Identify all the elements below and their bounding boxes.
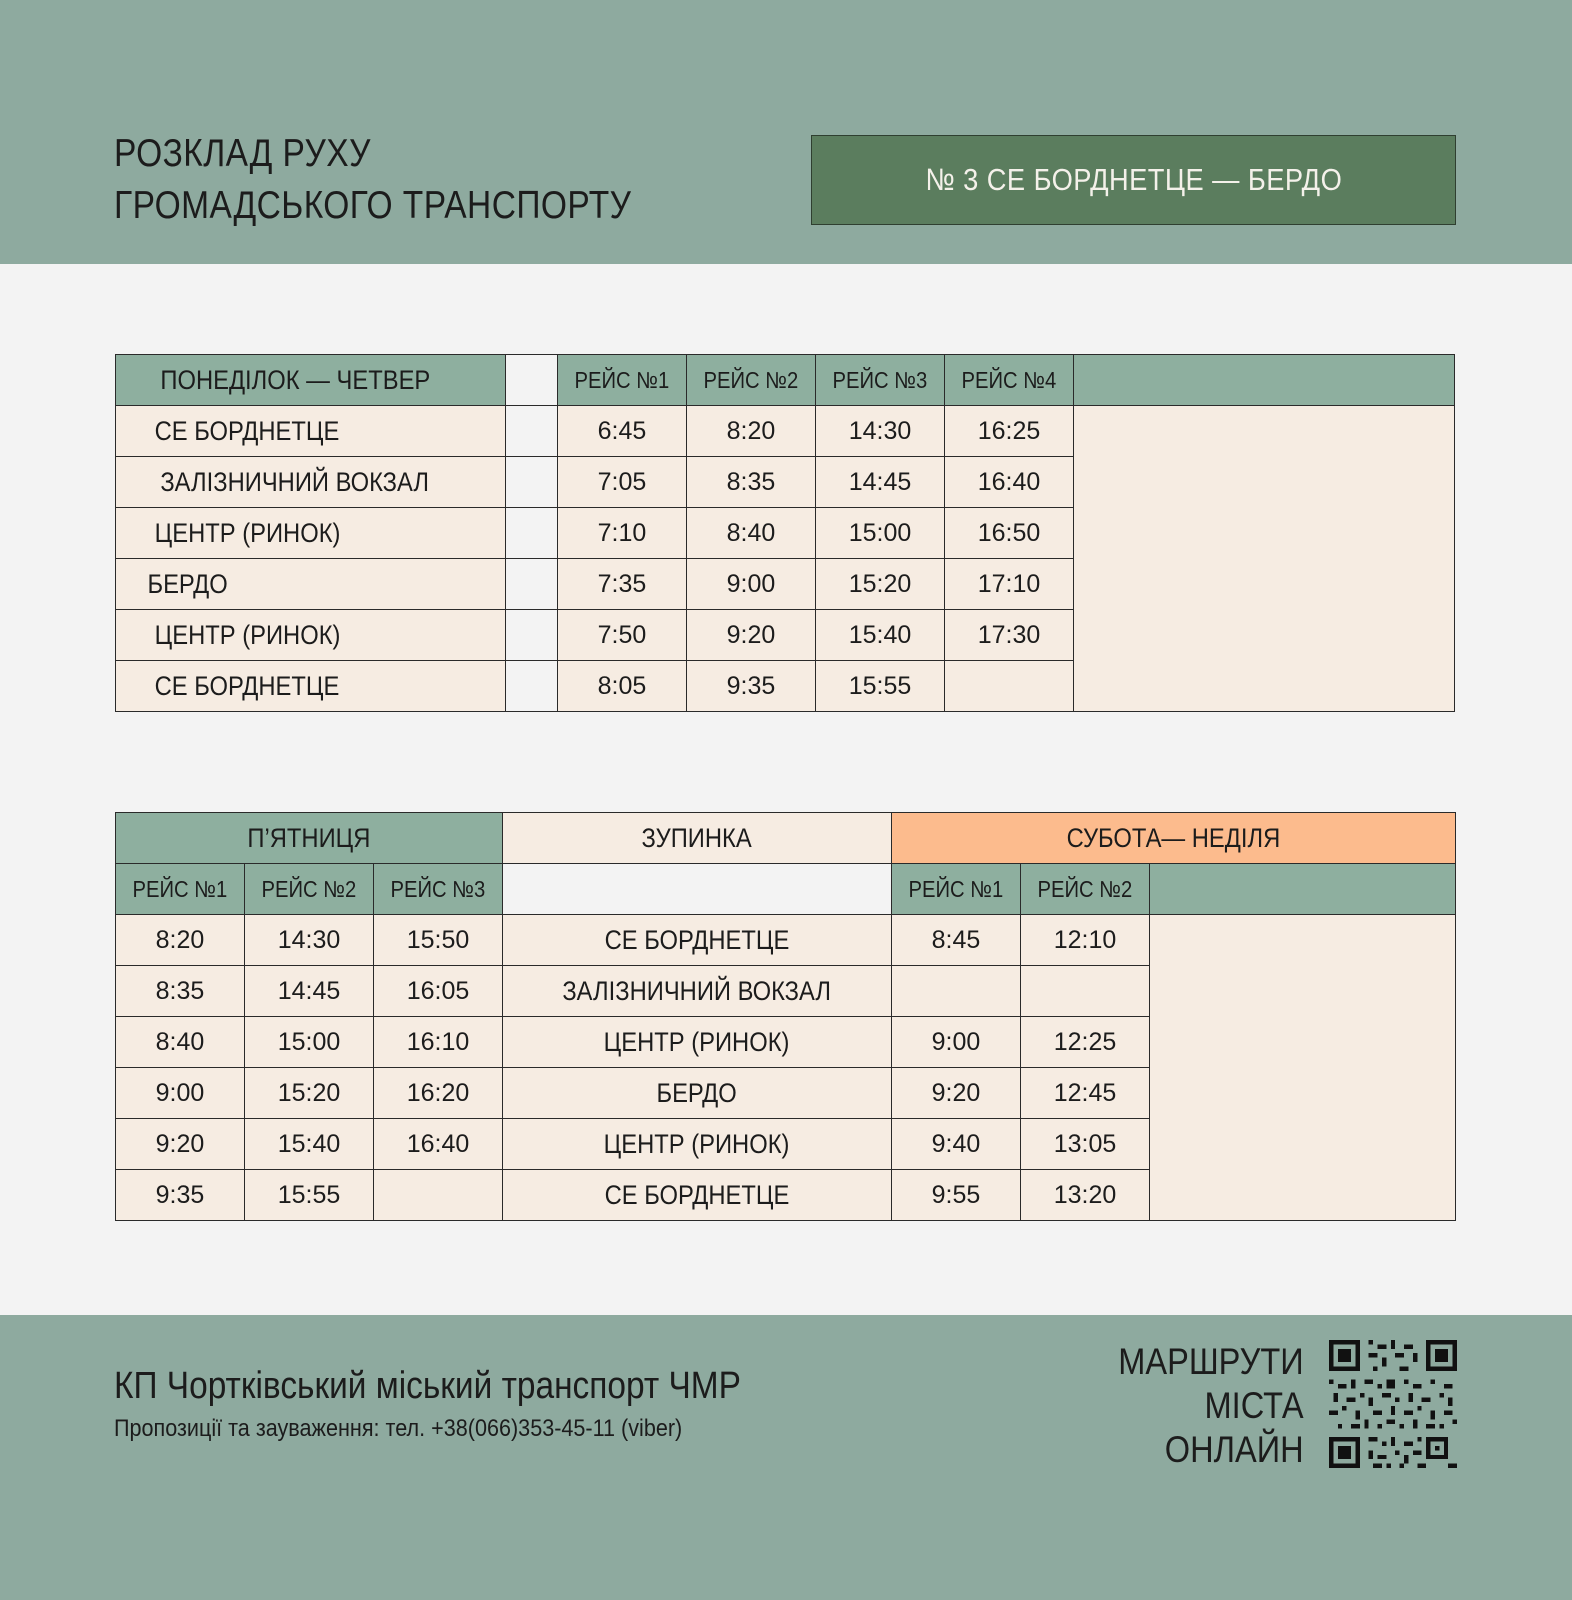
stop-name: ЦЕНТР (РИНОК) bbox=[503, 1119, 892, 1170]
stop-name: ЦЕНТР (РИНОК) bbox=[116, 508, 506, 559]
table-subheader-row bbox=[116, 864, 1456, 915]
trip-header: РЕЙС №1 bbox=[558, 355, 687, 406]
title-line-2: ГРОМАДСЬКОГО ТРАНСПОРТУ bbox=[114, 184, 632, 227]
route-badge bbox=[811, 135, 1456, 225]
gap-cell bbox=[506, 406, 558, 457]
time-cell: 14:45 bbox=[816, 457, 945, 508]
time-cell bbox=[945, 661, 1074, 712]
blank-cell bbox=[503, 864, 892, 915]
page-title bbox=[114, 128, 631, 232]
body-filler bbox=[1150, 915, 1456, 1221]
time-cell: 13:05 bbox=[1021, 1119, 1150, 1170]
time-cell: 15:40 bbox=[245, 1119, 374, 1170]
time-cell: 15:55 bbox=[816, 661, 945, 712]
stop-name: ЗАЛІЗНИЧНИЙ ВОКЗАЛ bbox=[116, 457, 506, 508]
time-cell bbox=[374, 1170, 503, 1221]
time-cell: 9:55 bbox=[892, 1170, 1021, 1221]
stop-name: СЕ БОРДНЕТЦЕ bbox=[116, 661, 506, 712]
stop-name: ЦЕНТР (РИНОК) bbox=[503, 1017, 892, 1068]
trip-header: РЕЙС №3 bbox=[374, 864, 503, 915]
time-cell: 8:40 bbox=[687, 508, 816, 559]
body-filler bbox=[1074, 406, 1455, 712]
time-cell bbox=[1021, 966, 1150, 1017]
weekend-label: СУБОТА— НЕДІЛЯ bbox=[892, 813, 1456, 864]
table-row bbox=[116, 915, 1456, 966]
time-cell: 16:50 bbox=[945, 508, 1074, 559]
time-cell: 12:10 bbox=[1021, 915, 1150, 966]
time-cell: 7:50 bbox=[558, 610, 687, 661]
time-cell: 8:05 bbox=[558, 661, 687, 712]
time-cell: 12:45 bbox=[1021, 1068, 1150, 1119]
time-cell: 9:35 bbox=[687, 661, 816, 712]
time-cell: 16:25 bbox=[945, 406, 1074, 457]
online-routes-label bbox=[1093, 1340, 1304, 1472]
online-line-2: МІСТА bbox=[1204, 1385, 1304, 1426]
stop-name: СЕ БОРДНЕТЦЕ bbox=[503, 1170, 892, 1221]
time-cell: 17:10 bbox=[945, 559, 1074, 610]
time-cell: 7:10 bbox=[558, 508, 687, 559]
time-cell: 16:40 bbox=[374, 1119, 503, 1170]
stop-name: СЕ БОРДНЕТЦЕ bbox=[116, 406, 506, 457]
friday-weekend-schedule-table bbox=[115, 812, 1456, 1221]
time-cell: 9:20 bbox=[116, 1119, 245, 1170]
trip-header: РЕЙС №3 bbox=[816, 355, 945, 406]
time-cell: 8:45 bbox=[892, 915, 1021, 966]
time-cell: 15:55 bbox=[245, 1170, 374, 1221]
time-cell: 9:20 bbox=[687, 610, 816, 661]
friday-label: П’ЯТНИЦЯ bbox=[116, 813, 503, 864]
time-cell: 14:30 bbox=[816, 406, 945, 457]
time-cell: 7:05 bbox=[558, 457, 687, 508]
qr-code-icon[interactable] bbox=[1329, 1340, 1457, 1468]
table-header-row bbox=[116, 813, 1456, 864]
trip-header: РЕЙС №2 bbox=[245, 864, 374, 915]
stop-name: БЕРДО bbox=[503, 1068, 892, 1119]
time-cell: 9:35 bbox=[116, 1170, 245, 1221]
trip-header: РЕЙС №1 bbox=[892, 864, 1021, 915]
stop-name: ЦЕНТР (РИНОК) bbox=[116, 610, 506, 661]
time-cell: 8:35 bbox=[116, 966, 245, 1017]
gap-cell bbox=[506, 457, 558, 508]
time-cell: 9:00 bbox=[116, 1068, 245, 1119]
stop-name: БЕРДО bbox=[116, 559, 506, 610]
gap-cell bbox=[506, 661, 558, 712]
table-row bbox=[116, 406, 1455, 457]
time-cell: 6:45 bbox=[558, 406, 687, 457]
trip-header: РЕЙС №1 bbox=[116, 864, 245, 915]
weekday-schedule-table bbox=[115, 354, 1455, 712]
gap-cell bbox=[506, 355, 558, 406]
gap-cell bbox=[506, 610, 558, 661]
contact-info: Пропозиції та зауваження: тел. +38(066)353-45-11 (viber) bbox=[114, 1415, 683, 1442]
title-line-1: РОЗКЛАД РУХУ bbox=[114, 132, 371, 175]
header-filler bbox=[1074, 355, 1455, 406]
trip-header: РЕЙС №4 bbox=[945, 355, 1074, 406]
time-cell: 16:20 bbox=[374, 1068, 503, 1119]
gap-cell bbox=[506, 559, 558, 610]
time-cell: 15:00 bbox=[245, 1017, 374, 1068]
time-cell: 9:00 bbox=[687, 559, 816, 610]
time-cell: 9:20 bbox=[892, 1068, 1021, 1119]
time-cell: 15:20 bbox=[245, 1068, 374, 1119]
time-cell: 9:00 bbox=[892, 1017, 1021, 1068]
time-cell: 15:50 bbox=[374, 915, 503, 966]
time-cell: 8:35 bbox=[687, 457, 816, 508]
time-cell: 8:40 bbox=[116, 1017, 245, 1068]
time-cell: 15:00 bbox=[816, 508, 945, 559]
header-filler bbox=[1150, 864, 1456, 915]
time-cell: 8:20 bbox=[116, 915, 245, 966]
route-label: № 3 СЕ БОРДНЕТЦЕ — БЕРДО bbox=[925, 162, 1342, 197]
organization-name: КП Чортківський міський транспорт ЧМР bbox=[114, 1365, 741, 1407]
time-cell bbox=[892, 966, 1021, 1017]
time-cell: 7:35 bbox=[558, 559, 687, 610]
time-cell: 16:10 bbox=[374, 1017, 503, 1068]
time-cell: 9:40 bbox=[892, 1119, 1021, 1170]
time-cell: 8:20 bbox=[687, 406, 816, 457]
time-cell: 13:20 bbox=[1021, 1170, 1150, 1221]
stop-name: ЗАЛІЗНИЧНИЙ ВОКЗАЛ bbox=[503, 966, 892, 1017]
online-line-1: МАРШРУТИ bbox=[1118, 1341, 1304, 1382]
time-cell: 12:25 bbox=[1021, 1017, 1150, 1068]
trip-header: РЕЙС №2 bbox=[1021, 864, 1150, 915]
time-cell: 15:20 bbox=[816, 559, 945, 610]
online-line-3: ОНЛАЙН bbox=[1165, 1429, 1304, 1470]
time-cell: 17:30 bbox=[945, 610, 1074, 661]
weekday-label: ПОНЕДІЛОК — ЧЕТВЕР bbox=[116, 355, 506, 406]
table-header-row bbox=[116, 355, 1455, 406]
time-cell: 14:45 bbox=[245, 966, 374, 1017]
time-cell: 16:40 bbox=[945, 457, 1074, 508]
time-cell: 14:30 bbox=[245, 915, 374, 966]
time-cell: 16:05 bbox=[374, 966, 503, 1017]
time-cell: 15:40 bbox=[816, 610, 945, 661]
stop-name: СЕ БОРДНЕТЦЕ bbox=[503, 915, 892, 966]
gap-cell bbox=[506, 508, 558, 559]
stop-column-label: ЗУПИНКА bbox=[503, 813, 892, 864]
trip-header: РЕЙС №2 bbox=[687, 355, 816, 406]
